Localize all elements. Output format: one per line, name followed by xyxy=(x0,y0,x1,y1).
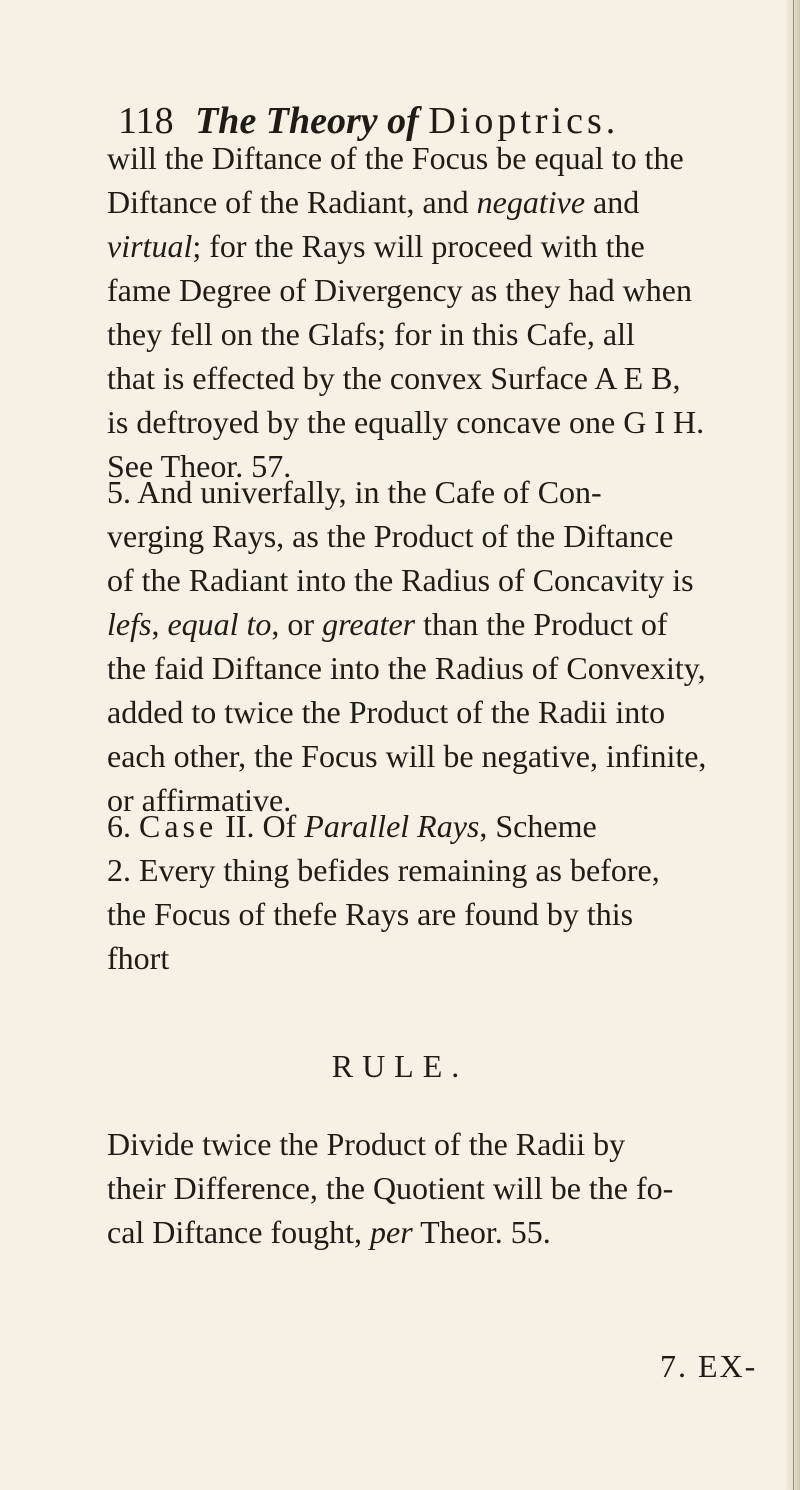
page-edge-line xyxy=(793,0,794,1490)
page-number: 118 xyxy=(118,100,174,142)
running-title-italic: The Theory of xyxy=(195,100,419,142)
text-line: fame Degree of Divergency as they had when xyxy=(107,272,692,308)
text-line: verging Rays, as the Product of the Diftance xyxy=(107,518,674,554)
text-line: Divide twice the Product of the Radii by xyxy=(107,1126,626,1162)
text-line: the Focus of thefe Rays are found by this xyxy=(107,896,634,932)
paragraph-3 xyxy=(107,804,783,980)
text-line: they fell on the Glafs; for in this Cafe, all xyxy=(107,316,635,352)
text-line: 2. Every thing befides remaining as before, xyxy=(107,852,660,888)
rule-heading: RULE. xyxy=(331,1048,469,1084)
text-line: 6. Case II. Of Parallel Rays, Scheme xyxy=(107,808,597,844)
text-line: fhort xyxy=(107,940,170,976)
text-line: cal Diftance fought, per Theor. 55. xyxy=(107,1214,551,1250)
text-line: will the Diftance of the Focus be equal to the xyxy=(107,140,684,176)
paragraph-1 xyxy=(107,136,783,488)
paragraph-2 xyxy=(107,470,783,822)
text-line: 5. And univerfally, in the Cafe of Con- xyxy=(107,474,602,510)
text-line: virtual; for the Rays will proceed with the xyxy=(107,228,645,264)
text-line: that is effected by the convex Surface A E B, xyxy=(107,360,681,396)
text-line: the faid Diftance into the Radius of Convexity, xyxy=(107,650,706,686)
text-line: is deftroyed by the equally concave one G I H. xyxy=(107,404,705,440)
text-line: their Difference, the Quotient will be the fo- xyxy=(107,1170,674,1206)
text-line: added to twice the Product of the Radii into xyxy=(107,694,666,730)
running-title-caps: Dioptrics. xyxy=(428,100,620,142)
text-line: each other, the Focus will be negative, infinite, xyxy=(107,738,707,774)
text-line: or affirmative. xyxy=(107,782,292,818)
text-line: Diftance of the Radiant, and negative and xyxy=(107,184,640,220)
catchword: 7. EX- xyxy=(660,1348,758,1384)
text-line: lefs, equal to, or greater than the Product of xyxy=(107,606,668,642)
text-line: See Theor. 57. xyxy=(107,448,292,484)
paragraph-4 xyxy=(107,1122,783,1254)
text-line: of the Radiant into the Radius of Concavity is xyxy=(107,562,694,598)
